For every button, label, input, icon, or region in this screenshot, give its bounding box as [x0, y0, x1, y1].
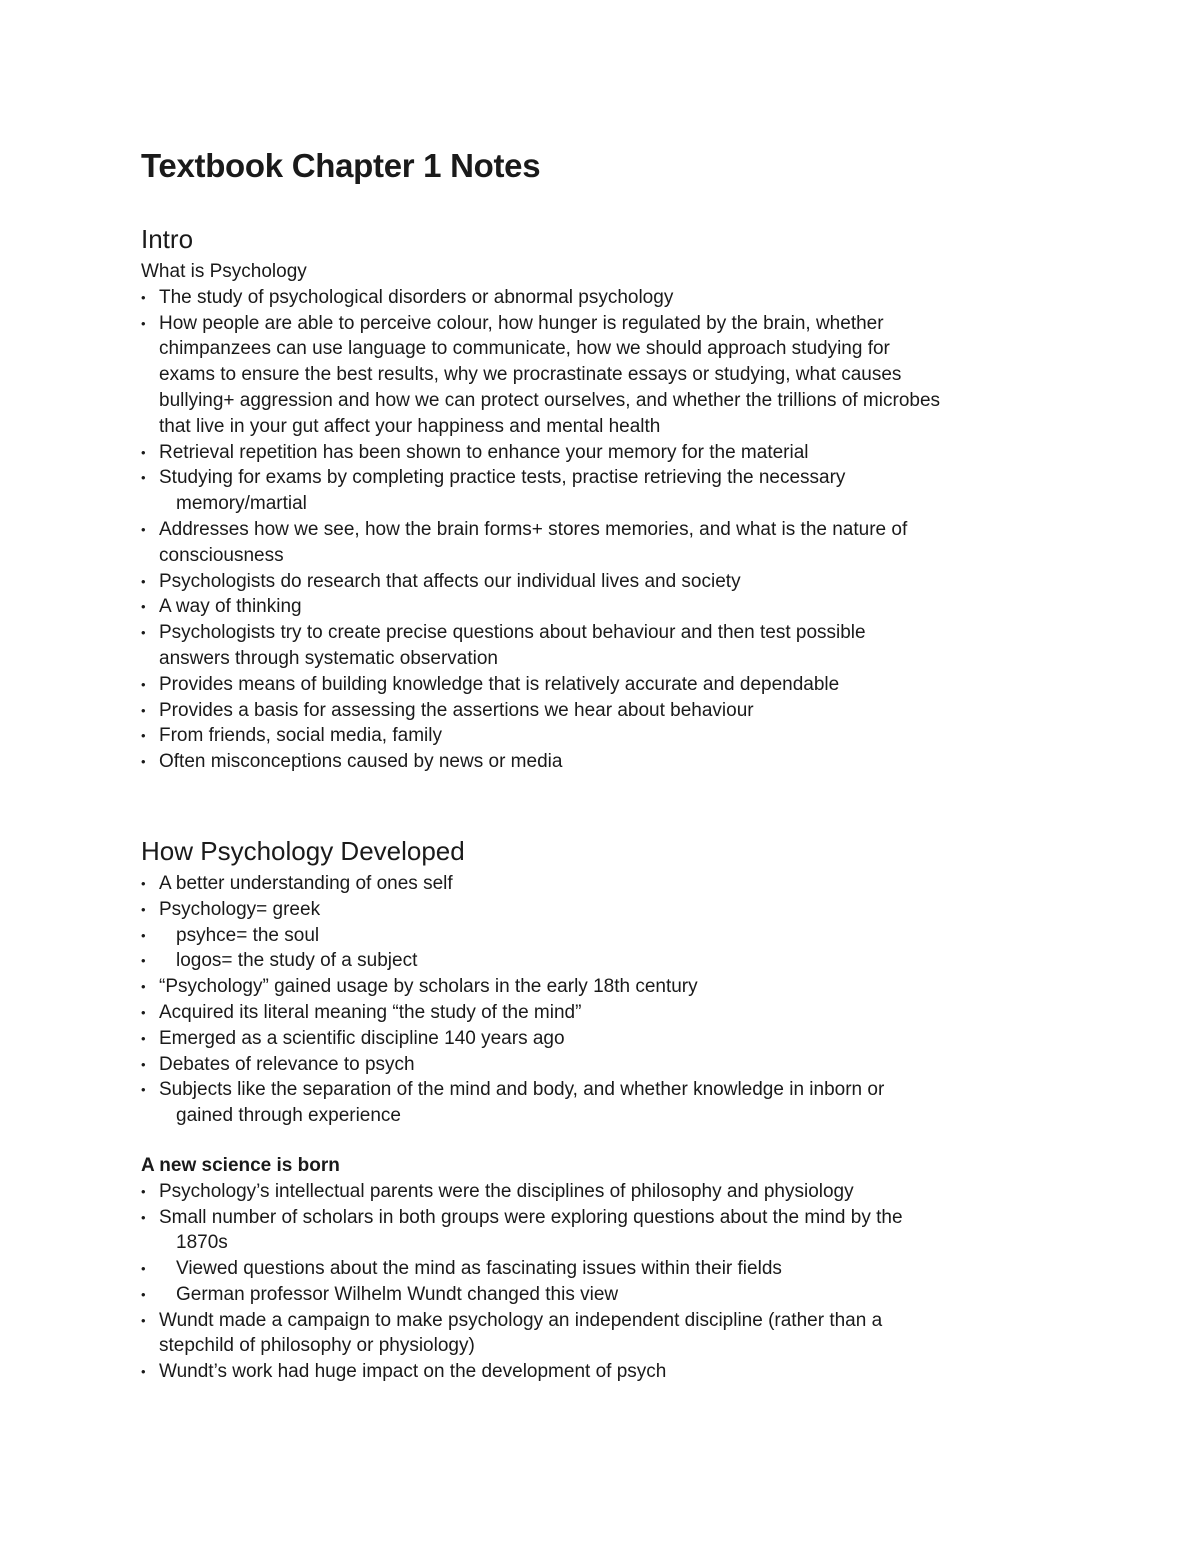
list-item — [141, 440, 1071, 466]
list-item — [141, 1077, 1071, 1129]
document-title: Textbook Chapter 1 Notes — [141, 147, 541, 184]
bullet-icon: • — [141, 676, 146, 692]
list-item — [141, 974, 1071, 1000]
list-item — [141, 672, 1071, 698]
list-item — [141, 569, 1071, 595]
bullet-icon: • — [141, 953, 146, 969]
list-item-text: Wundt made a campaign to make psychology an independent discipline (rather than a — [159, 1309, 883, 1331]
intro-bullet-list — [141, 285, 1071, 775]
bullet-icon: • — [141, 875, 146, 891]
list-item-text: Provides means of building knowledge that is relatively accurate and dependable — [159, 673, 840, 695]
list-item-text: Addresses how we see, how the brain forms+ stores memories, and what is the nature of — [159, 518, 908, 540]
list-item — [141, 897, 1071, 923]
list-item-text: Retrieval repetition has been shown to enhance your memory for the material — [159, 441, 809, 463]
list-item-text: psyhce= the soul — [176, 924, 320, 946]
list-item — [141, 311, 1071, 440]
list-item-text: German professor Wilhelm Wundt changed this view — [176, 1283, 619, 1305]
list-item-text: From friends, social media, family — [159, 725, 442, 747]
list-item — [141, 698, 1071, 724]
list-item-text: Viewed questions about the mind as fascinating issues within their fields — [176, 1258, 782, 1280]
list-item-text: memory/martial — [176, 493, 307, 515]
list-item-text: A way of thinking — [159, 596, 302, 618]
list-item-text: Psychologists do research that affects our individual lives and society — [159, 570, 741, 592]
bullet-icon: • — [141, 754, 146, 770]
list-item — [141, 1359, 1071, 1385]
list-item — [141, 517, 1071, 569]
bullet-icon: • — [141, 1286, 146, 1302]
list-item — [141, 948, 1071, 974]
list-item-text: Small number of scholars in both groups were exploring questions about the mind by the — [159, 1206, 903, 1228]
list-item-text: Wundt’s work had huge impact on the development of psych — [159, 1361, 667, 1383]
section-heading-intro: Intro — [141, 224, 194, 254]
list-item — [141, 723, 1071, 749]
bullet-icon: • — [141, 1004, 146, 1020]
bullet-icon: • — [141, 901, 146, 917]
list-item — [141, 1052, 1071, 1078]
list-item-text: gained through experience — [176, 1105, 402, 1127]
bullet-icon: • — [141, 1364, 146, 1380]
bullet-icon: • — [141, 1082, 146, 1098]
bullet-icon: • — [141, 470, 146, 486]
list-item — [141, 465, 1071, 517]
new-science-bullet-list — [141, 1179, 1071, 1385]
list-item-text: exams to ensure the best results, why we procrastinate essays or studying, what causes — [159, 364, 902, 386]
developed-bullet-list — [141, 871, 1071, 1129]
list-item — [141, 1282, 1071, 1308]
list-item-text: How people are able to perceive colour, how hunger is regulated by the brain, whether — [159, 312, 884, 334]
list-item — [141, 620, 1071, 672]
bullet-icon: • — [141, 521, 146, 537]
bullet-icon: • — [141, 979, 146, 995]
list-item-text: Provides a basis for assessing the assertions we hear about behaviour — [159, 699, 754, 721]
list-item-text: logos= the study of a subject — [176, 950, 418, 972]
list-item — [141, 1000, 1071, 1026]
list-item — [141, 1308, 1071, 1360]
document-page — [141, 140, 1071, 1385]
list-item-text: Debates of relevance to psych — [159, 1053, 415, 1075]
list-item — [141, 1179, 1071, 1205]
list-item-text: Psychology’s intellectual parents were the disciplines of philosophy and physiology — [159, 1180, 854, 1202]
list-item-text: 1870s — [176, 1232, 228, 1254]
list-item — [141, 1205, 1071, 1257]
list-item-text: The study of psychological disorders or abnormal psychology — [159, 286, 674, 308]
list-item — [141, 285, 1071, 311]
list-item-text: Emerged as a scientific discipline 140 years ago — [159, 1027, 565, 1049]
list-item-text: Psychology= greek — [159, 898, 321, 920]
bullet-icon: • — [141, 1030, 146, 1046]
bullet-icon: • — [141, 444, 146, 460]
bullet-icon: • — [141, 599, 146, 615]
bullet-icon: • — [141, 728, 146, 744]
list-item-text: answers through systematic observation — [159, 647, 498, 669]
bullet-icon: • — [141, 1312, 146, 1328]
bullet-icon: • — [141, 625, 146, 641]
subheading-new-science-is-born: A new science is born — [141, 1154, 340, 1176]
bullet-icon: • — [141, 1261, 146, 1277]
list-item — [141, 871, 1071, 897]
list-item — [141, 1026, 1071, 1052]
list-item-text: stepchild of philosophy or physiology) — [159, 1335, 475, 1357]
list-item-text: A better understanding of ones self — [159, 872, 453, 894]
list-item-text: consciousness — [159, 544, 284, 566]
bullet-icon: • — [141, 1209, 146, 1225]
list-item-text: Acquired its literal meaning “the study of the mind” — [159, 1001, 582, 1023]
list-item-text: chimpanzees can use language to communicate, how we should approach studying for — [159, 338, 890, 360]
list-item-text: Studying for exams by completing practice tests, practise retrieving the necessary — [159, 467, 846, 489]
list-item-text: bullying+ aggression and how we can protect ourselves, and whether the trillions of microbes — [159, 389, 941, 411]
list-item — [141, 1256, 1071, 1282]
bullet-icon: • — [141, 289, 146, 305]
bullet-icon: • — [141, 1056, 146, 1072]
list-item — [141, 594, 1071, 620]
list-item-text: Subjects like the separation of the mind and body, and whether knowledge in inborn or — [159, 1079, 885, 1101]
bullet-icon: • — [141, 927, 146, 943]
bullet-icon: • — [141, 702, 146, 718]
subheading-what-is-psychology: What is Psychology — [141, 261, 307, 282]
list-item — [141, 923, 1071, 949]
bullet-icon: • — [141, 315, 146, 331]
list-item-text: that live in your gut affect your happiness and mental health — [159, 415, 661, 437]
list-item-text: “Psychology” gained usage by scholars in the early 18th century — [159, 976, 698, 998]
section-heading-how-psychology-developed: How Psychology Developed — [141, 835, 465, 866]
list-item-text: Psychologists try to create precise questions about behaviour and then test possible — [159, 622, 866, 644]
bullet-icon: • — [141, 573, 146, 589]
list-item — [141, 749, 1071, 775]
bullet-icon: • — [141, 1183, 146, 1199]
list-item-text: Often misconceptions caused by news or media — [159, 751, 563, 773]
